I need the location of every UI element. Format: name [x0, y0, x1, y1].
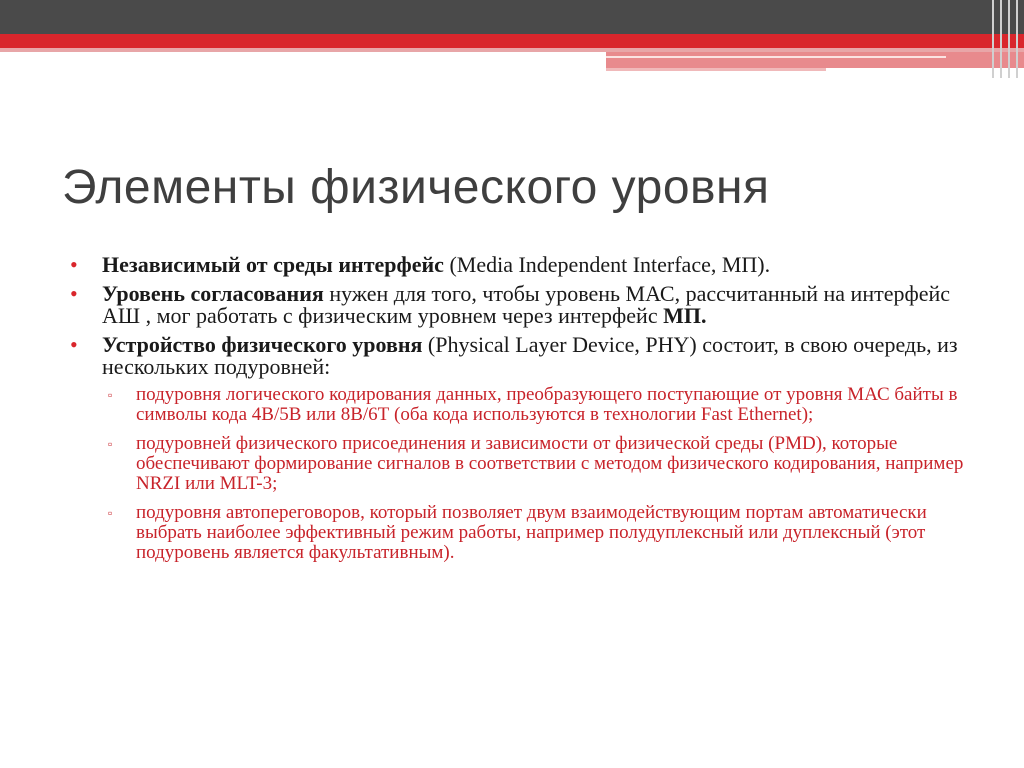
bullet-mii: [70, 254, 970, 276]
sub-bullet-autoneg: [70, 503, 970, 563]
bullet-bold-text: Устройство физического уровня: [102, 332, 423, 357]
bullet-phy: [70, 334, 970, 378]
bullet-bold-text: Независимый от среды интерфейс: [102, 252, 444, 277]
square-bullet-icon: ▫: [108, 437, 113, 451]
header-vertical-stripes: [986, 0, 1024, 78]
bullet-dot-icon: •: [70, 281, 78, 306]
sub-bullet-text: подуровня логического кодирования данных, преобразующего поступающие от уровня МАС байты в символы кода 4В/5В или 8В/6Т (оба кода используются в технологии Fast Ethernet);: [136, 384, 958, 425]
header-light-line: [606, 56, 946, 58]
bullet-text: нужен для того, чтобы уровень МАС, рассчитанный на интерфейс АШ , мог работать с физическим уровнем через интерфейс: [102, 281, 951, 328]
slide-content: [70, 254, 970, 572]
header-pink-thin: [606, 68, 826, 71]
square-bullet-icon: ▫: [108, 388, 113, 402]
header-dark-band: [0, 0, 1024, 34]
slide-title: Элементы физического уровня: [62, 161, 770, 214]
header-pink-accent: [606, 52, 1024, 68]
bullet-bold-text: Уровень согласования: [102, 281, 324, 306]
square-bullet-icon: ▫: [108, 506, 113, 520]
header-red-band: [0, 34, 1024, 48]
bullet-text: (Physical Layer Device, PHY) состоит, в свою очередь, из нескольких подуровней:: [102, 332, 958, 379]
sub-bullet-pmd: [70, 434, 970, 494]
sub-bullet-list: [70, 385, 970, 563]
bullet-dot-icon: •: [70, 332, 78, 357]
bullet-reconciliation: [70, 283, 970, 327]
sub-bullet-pcs: [70, 385, 970, 425]
bullet-dot-icon: •: [70, 252, 78, 277]
bullet-text: (Media Independent Interface, МП).: [443, 252, 771, 277]
sub-bullet-text: подуровней физического присоединения и зависимости от физической среды (PMD), которые обеспечивают формирование сигналов в соответствии с методом физического кодирования, например NRZI или MLT-3;: [136, 433, 964, 494]
bullet-bold-end: МП.: [663, 303, 707, 328]
sub-bullet-text: подуровня автопереговоров, который позволяет двум взаимодействующим портам автоматически выбрать наиболее эффективный режим работы, например полудуплексный или дуплексный (этот подуровень является факультативным).: [136, 502, 927, 563]
